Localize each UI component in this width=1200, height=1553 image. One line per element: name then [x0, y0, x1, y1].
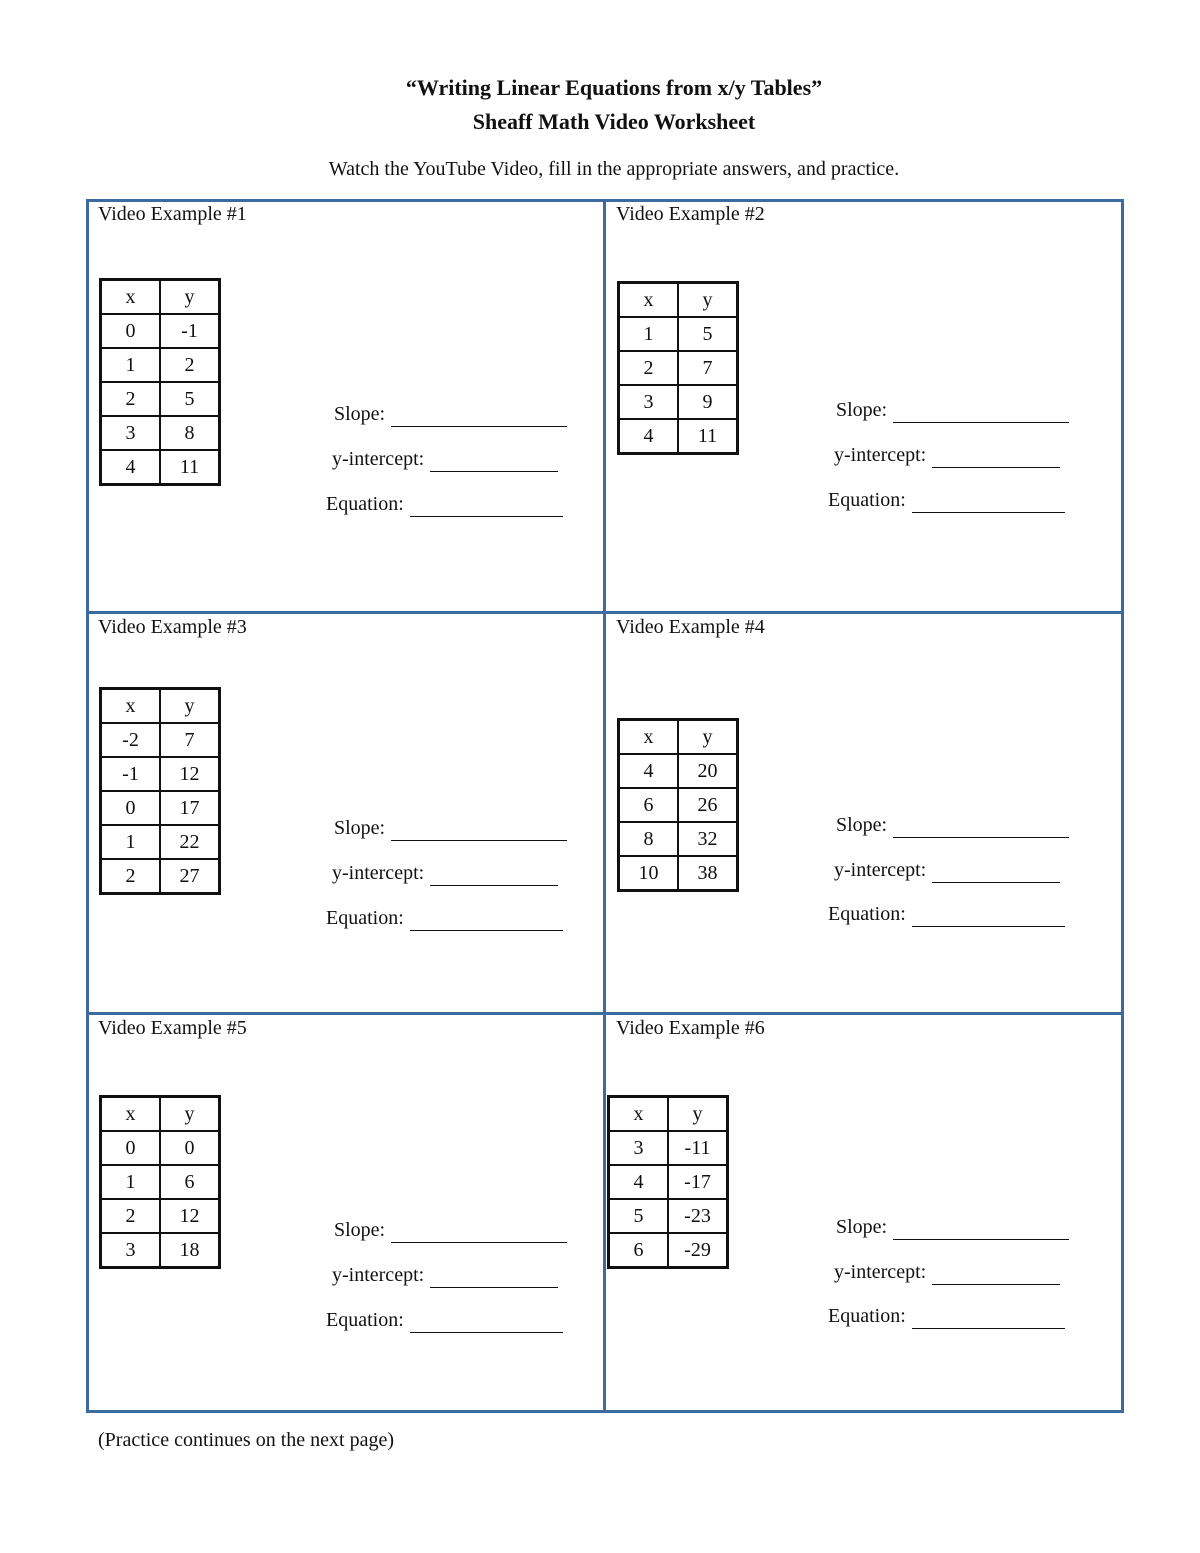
table-row [101, 825, 220, 859]
slope-label: Slope: [836, 399, 888, 421]
slope-answer-blank[interactable] [391, 404, 567, 427]
table-row [619, 385, 738, 419]
table-header-x: x [609, 1097, 669, 1132]
table-cell-x: 3 [609, 1131, 669, 1165]
slope-answer-blank[interactable] [893, 815, 1069, 838]
slope-answer-blank[interactable] [391, 1220, 567, 1243]
equation-label: Equation: [326, 493, 404, 515]
equation-label: Equation: [828, 489, 906, 511]
intercept-answer-blank[interactable] [430, 863, 558, 886]
table-cell-x: 5 [609, 1199, 669, 1233]
table-row [101, 450, 220, 485]
table-cell-x: 3 [101, 1233, 161, 1268]
equation-answer-blank[interactable] [410, 1310, 563, 1333]
slope-label: Slope: [836, 814, 888, 836]
table-row [609, 1131, 728, 1165]
example-6-intercept-field [834, 1259, 1060, 1285]
example-5-label: Video Example #5 [98, 1017, 247, 1039]
table-cell-y: 26 [678, 788, 738, 822]
table-cell-y: 12 [160, 1199, 220, 1233]
table-row [101, 382, 220, 416]
table-header-y: y [678, 283, 738, 318]
table-row [101, 1199, 220, 1233]
example-4-xy-table [617, 718, 739, 892]
table-cell-x: 2 [101, 859, 161, 894]
worksheet-subtitle: Sheaff Math Video Worksheet [472, 109, 756, 134]
table-cell-x: 0 [101, 791, 161, 825]
table-cell-x: 4 [101, 450, 161, 485]
example-4-slope-field [836, 812, 1069, 838]
instructions-text: Watch the YouTube Video, fill in the appropriate answers, and practice. [328, 158, 900, 180]
table-cell-x: 2 [101, 1199, 161, 1233]
table-row [609, 1233, 728, 1268]
table-cell-y: 5 [678, 317, 738, 351]
table-row [619, 419, 738, 454]
slope-label: Slope: [334, 1219, 386, 1241]
table-cell-x: 4 [619, 419, 679, 454]
worksheet-title: “Writing Linear Equations from x/y Tables” [405, 75, 823, 100]
intercept-label: y-intercept: [332, 862, 425, 884]
example-4-intercept-field [834, 857, 1060, 883]
example-5-slope-field [334, 1217, 567, 1243]
table-cell-x: 10 [619, 856, 679, 891]
table-header-x: x [101, 689, 161, 724]
example-6-slope-field [836, 1214, 1069, 1240]
table-header-x: x [101, 1097, 161, 1132]
slope-label: Slope: [836, 1216, 888, 1238]
table-cell-x: 0 [101, 314, 161, 348]
equation-label: Equation: [828, 1305, 906, 1327]
table-row [101, 791, 220, 825]
table-cell-y: -17 [668, 1165, 728, 1199]
table-cell-y: 11 [160, 450, 220, 485]
table-row [619, 351, 738, 385]
example-4-equation-field [828, 901, 1065, 927]
example-3-xy-table [99, 687, 221, 895]
example-3-slope-field [334, 815, 567, 841]
example-2-intercept-field [834, 442, 1060, 468]
equation-label: Equation: [828, 903, 906, 925]
table-cell-y: 8 [160, 416, 220, 450]
example-2-slope-field [836, 397, 1069, 423]
table-cell-x: 2 [619, 351, 679, 385]
example-4-label: Video Example #4 [616, 616, 765, 638]
table-header-row [619, 283, 738, 318]
table-header-row [101, 689, 220, 724]
slope-label: Slope: [334, 403, 386, 425]
equation-answer-blank[interactable] [912, 490, 1065, 513]
table-cell-y: 17 [160, 791, 220, 825]
example-5-intercept-field [332, 1262, 558, 1288]
table-cell-x: 1 [619, 317, 679, 351]
table-cell-y: -23 [668, 1199, 728, 1233]
table-cell-y: 27 [160, 859, 220, 894]
equation-label: Equation: [326, 907, 404, 929]
table-row [101, 723, 220, 757]
example-5-xy-table [99, 1095, 221, 1269]
table-cell-y: 32 [678, 822, 738, 856]
slope-answer-blank[interactable] [893, 400, 1069, 423]
table-cell-y: 2 [160, 348, 220, 382]
slope-label: Slope: [334, 817, 386, 839]
slope-answer-blank[interactable] [893, 1217, 1069, 1240]
intercept-label: y-intercept: [834, 444, 927, 466]
table-row [101, 1165, 220, 1199]
example-1-label: Video Example #1 [98, 203, 247, 225]
table-header-y: y [678, 720, 738, 755]
grid-vertical-divider [603, 199, 606, 1413]
table-row [619, 856, 738, 891]
table-row [101, 314, 220, 348]
intercept-answer-blank[interactable] [932, 445, 1060, 468]
table-cell-y: -1 [160, 314, 220, 348]
slope-answer-blank[interactable] [391, 818, 567, 841]
intercept-answer-blank[interactable] [430, 449, 558, 472]
table-cell-y: 20 [678, 754, 738, 788]
example-6-equation-field [828, 1303, 1065, 1329]
intercept-answer-blank[interactable] [932, 860, 1060, 883]
example-2-xy-table [617, 281, 739, 455]
table-row [619, 788, 738, 822]
table-cell-y: 7 [160, 723, 220, 757]
example-1-intercept-field [332, 446, 558, 472]
table-row [101, 859, 220, 894]
table-cell-y: -29 [668, 1233, 728, 1268]
example-6-xy-table [607, 1095, 729, 1269]
table-header-row [101, 280, 220, 315]
table-row [609, 1165, 728, 1199]
equation-answer-blank[interactable] [912, 1306, 1065, 1329]
table-header-y: y [160, 689, 220, 724]
table-row [101, 416, 220, 450]
table-cell-y: 5 [160, 382, 220, 416]
table-cell-y: 22 [160, 825, 220, 859]
table-header-row [609, 1097, 728, 1132]
intercept-label: y-intercept: [834, 1261, 927, 1283]
table-row [101, 1233, 220, 1268]
example-3-equation-field [326, 905, 563, 931]
table-cell-y: 0 [160, 1131, 220, 1165]
table-cell-y: -11 [668, 1131, 728, 1165]
table-header-y: y [160, 280, 220, 315]
equation-label: Equation: [326, 1309, 404, 1331]
table-cell-x: 8 [619, 822, 679, 856]
table-cell-x: 1 [101, 825, 161, 859]
table-cell-x: 2 [101, 382, 161, 416]
table-row [619, 754, 738, 788]
equation-answer-blank[interactable] [410, 908, 563, 931]
table-cell-y: 7 [678, 351, 738, 385]
table-cell-x: 6 [619, 788, 679, 822]
example-2-label: Video Example #2 [616, 203, 765, 225]
table-header-row [619, 720, 738, 755]
table-cell-x: 1 [101, 348, 161, 382]
table-cell-y: 11 [678, 419, 738, 454]
intercept-answer-blank[interactable] [430, 1265, 558, 1288]
intercept-label: y-intercept: [332, 448, 425, 470]
table-row [619, 317, 738, 351]
table-row [101, 757, 220, 791]
example-1-slope-field [334, 401, 567, 427]
table-header-row [101, 1097, 220, 1132]
table-row [101, 1131, 220, 1165]
example-3-label: Video Example #3 [98, 616, 247, 638]
table-cell-x: -1 [101, 757, 161, 791]
example-5-equation-field [326, 1307, 563, 1333]
table-row [101, 348, 220, 382]
table-cell-x: 0 [101, 1131, 161, 1165]
table-cell-x: 3 [101, 416, 161, 450]
table-cell-x: 6 [609, 1233, 669, 1268]
table-row [619, 822, 738, 856]
table-cell-x: 3 [619, 385, 679, 419]
table-cell-x: 1 [101, 1165, 161, 1199]
example-1-xy-table [99, 278, 221, 486]
table-header-x: x [619, 720, 679, 755]
table-cell-x: 4 [619, 754, 679, 788]
table-header-y: y [160, 1097, 220, 1132]
table-cell-y: 38 [678, 856, 738, 891]
footer-note: (Practice continues on the next page) [98, 1429, 394, 1451]
example-6-label: Video Example #6 [616, 1017, 765, 1039]
example-1-equation-field [326, 491, 563, 517]
table-header-x: x [619, 283, 679, 318]
equation-answer-blank[interactable] [912, 904, 1065, 927]
table-row [609, 1199, 728, 1233]
table-cell-x: 4 [609, 1165, 669, 1199]
intercept-label: y-intercept: [332, 1264, 425, 1286]
example-3-intercept-field [332, 860, 558, 886]
table-cell-x: -2 [101, 723, 161, 757]
example-2-equation-field [828, 487, 1065, 513]
table-header-x: x [101, 280, 161, 315]
intercept-answer-blank[interactable] [932, 1262, 1060, 1285]
table-cell-y: 18 [160, 1233, 220, 1268]
intercept-label: y-intercept: [834, 859, 927, 881]
equation-answer-blank[interactable] [410, 494, 563, 517]
table-cell-y: 12 [160, 757, 220, 791]
table-cell-y: 6 [160, 1165, 220, 1199]
table-cell-y: 9 [678, 385, 738, 419]
table-header-y: y [668, 1097, 728, 1132]
